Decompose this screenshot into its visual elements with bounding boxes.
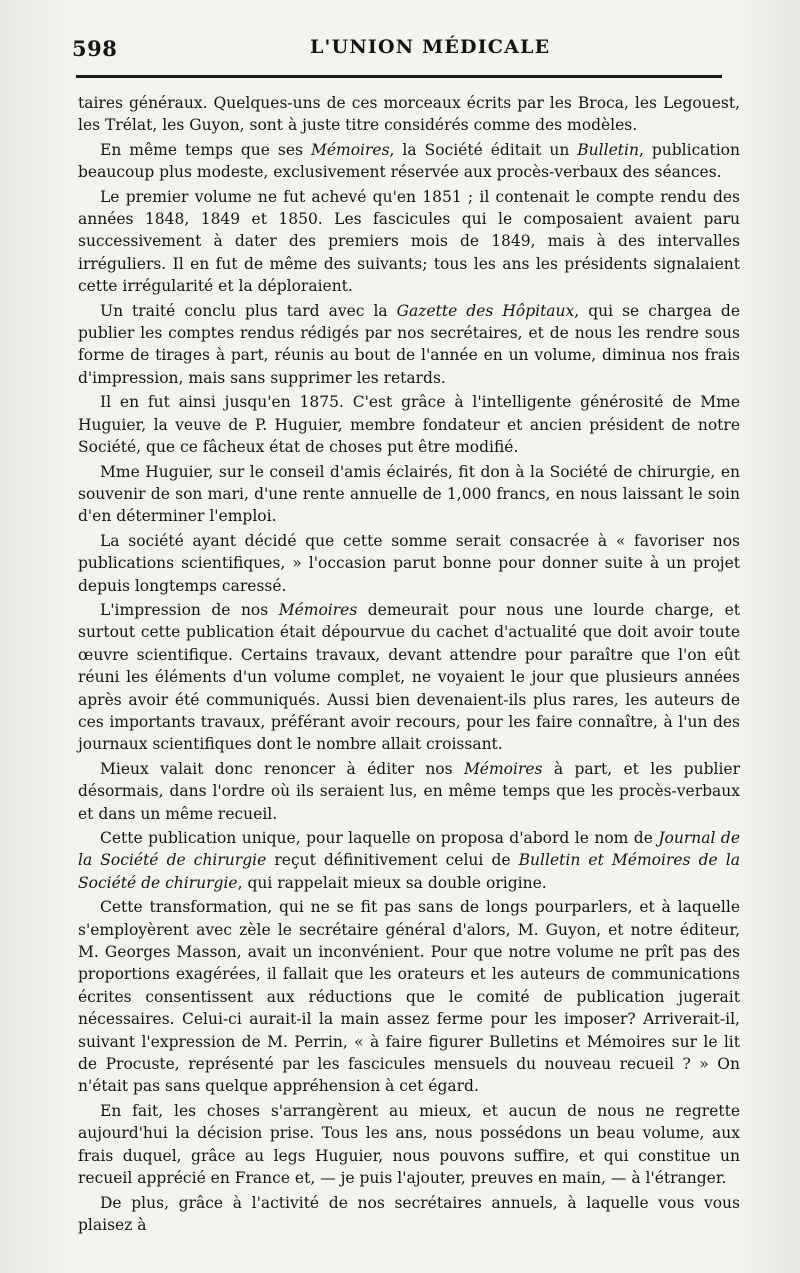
text-run: L'impression de nos bbox=[100, 600, 279, 619]
text-run: , qui se chargea de publier les comptes rendus rédigés par nos secrétaires, et de nous les rendre sous forme de tirages à part, réunis au bout de l'année en un volume, diminua nos frais d'impression, mais sans supprimer les retards. bbox=[78, 301, 740, 387]
text-run: Il en fut ainsi jusqu'en 1875. C'est grâce à l'intelligente générosité de Mme Huguier, la veuve de P. Huguier, membre fondateur et ancien président de notre Société, que ce fâcheux état de choses put être modifié. bbox=[78, 393, 740, 457]
paragraph bbox=[78, 1192, 740, 1237]
running-title: L'UNION MÉDICALE bbox=[310, 36, 551, 58]
text-run: , la Société éditait un bbox=[389, 140, 578, 159]
italic-text: Mémoires bbox=[310, 140, 390, 159]
paragraph bbox=[78, 391, 740, 458]
italic-text: Journal de la Société de chirurgie bbox=[78, 829, 741, 870]
text-run: La société ayant décidé que cette somme serait consacrée à « favoriser nos publications scientifiques, » l'occasion parut bonne pour donner suite à un projet depuis longtemps caressé. bbox=[78, 531, 740, 595]
italic-text: Mémoires bbox=[278, 600, 358, 619]
text-run: En même temps que ses bbox=[100, 140, 311, 159]
paragraph bbox=[78, 186, 740, 298]
paragraph bbox=[78, 896, 740, 1098]
text-run: , publication beaucoup plus modeste, exclusivement réservée aux procès-verbaux des séances. bbox=[78, 140, 740, 182]
paragraph bbox=[78, 599, 740, 756]
body-text bbox=[78, 92, 740, 1238]
paragraph bbox=[78, 530, 740, 597]
text-run: Un traité conclu plus tard avec la bbox=[100, 301, 397, 320]
paragraph bbox=[78, 758, 740, 825]
text-run: Mieux valait donc renoncer à éditer nos bbox=[100, 759, 464, 778]
text-run: reçut définitivement celui de bbox=[266, 851, 519, 870]
paragraph bbox=[78, 1100, 740, 1190]
paragraph bbox=[78, 300, 740, 390]
paragraph bbox=[78, 92, 740, 137]
text-run: Cette publication unique, pour laquelle on proposa d'abord le nom de bbox=[100, 829, 659, 847]
text-run: Le premier volume ne fut achevé qu'en 1851 ; il contenait le compte rendu des années 1848, 1849 et 1850. Les fascicules qui le composaient avaient paru successivement à dater des premiers mois de 1849, mais à des intervalles irréguliers. Il en fut de même des suivants; tous les ans les présidents signalaient cette irrégularité et la déploraient. bbox=[78, 187, 740, 296]
text-run: En fait, les choses s'arrangèrent au mieux, et aucun de nous ne regrette aujourd'hui la décision prise. Tous les ans, nous possédons un beau volume, aux frais duquel, grâce au legs Huguier, nous pouvons suffire, et qui constitue un recueil apprécié en France et, — je puis l'ajouter, preuves en main, — à l'étranger. bbox=[78, 1101, 740, 1188]
paragraph bbox=[78, 461, 740, 528]
text-run: demeurait pour nous une lourde charge, et surtout cette publication était dépourvue du cachet d'actualité que doit avoir toute œuvre scientifique. Certains travaux, devant attendre pour paraître que l'on eût réuni les éléments d'un volume complet, ne voyaient le jour que plusieurs années après avoir été communiqués. Aussi bien devenaient-ils plus rares, les auteurs de ces importants travaux, préférant avoir recours, pour les faire connaître, à l'un des journaux scientifiques dont le nombre allait croissant. bbox=[78, 600, 740, 754]
text-run: Mme Huguier, sur le conseil d'amis éclairés, fit don à la Société de chirurgie, en souvenir de son mari, d'une rente annuelle de 1,000 francs, en nous laissant le soin d'en déterminer l'emploi. bbox=[78, 462, 740, 526]
text-run: , qui rappelait mieux sa double origine. bbox=[237, 873, 547, 892]
text-run: à part, et les publier désormais, dans l'ordre où ils seraient lus, en même temps que les procès-verbaux et dans un même recueil. bbox=[78, 759, 740, 823]
italic-text: Gazette des Hôpitaux bbox=[396, 301, 575, 320]
page-number: 598 bbox=[72, 36, 118, 61]
text-run: taires généraux. Quelques-uns de ces morceaux écrits par les Broca, les Legouest, les Trélat, les Guyon, sont à juste titre considérés comme des modèles. bbox=[78, 94, 740, 135]
italic-text: Bulletin et Mémoires de la Société de chirurgie bbox=[78, 851, 740, 892]
text-run: De plus, grâce à l'activité de nos secrétaires annuels, à laquelle vous vous plaisez à bbox=[78, 1193, 740, 1234]
text-run: Cette transformation, qui ne se fit pas sans de longs pourparlers, et à laquelle s'employèrent avec zèle le secrétaire général d'alors, M. Guyon, et notre éditeur, M. Georges Masson, avait un inconvénient. Pour que notre volume ne prît pas des proportions exagérées, il fallait que les orateurs et les auteurs de communications écrites consentissent aux réductions que le comité de publication jugerait nécessaires. Celui-ci aurait-il la main assez ferme pour les imposer? Arriverait-il, suivant l'expression de M. Perrin, « à faire figurer Bulletins et Mémoires sur le lit de Procuste, représenté par les fascicules mensuels du nouveau recueil ? » On n'était pas sans quelque appréhension à cet égard. bbox=[78, 898, 740, 1096]
page-header bbox=[0, 34, 800, 64]
paragraph bbox=[78, 827, 740, 894]
italic-text: Mémoires bbox=[463, 759, 543, 778]
italic-text: Bulletin bbox=[577, 140, 639, 159]
header-rule bbox=[76, 75, 722, 78]
paragraph bbox=[78, 139, 740, 184]
